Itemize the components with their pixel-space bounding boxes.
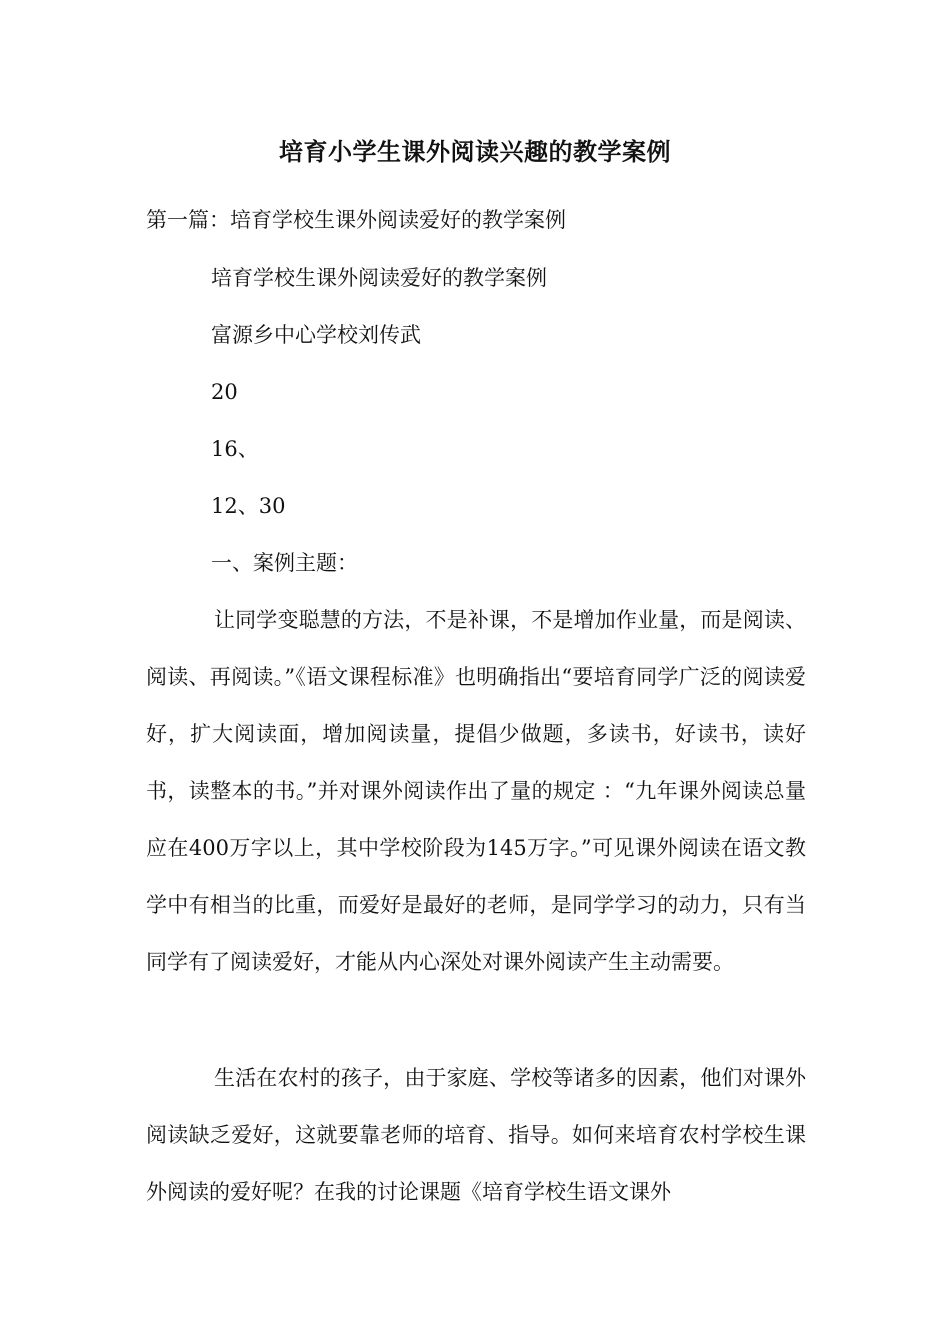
date-part-year-suffix: 16、 — [211, 437, 259, 461]
date-part-month-day: 12、30 — [211, 494, 286, 518]
date-part-year-prefix: 20 — [211, 380, 238, 404]
chapter-heading: 第一篇：培育学校生课外阅读爱好的教学案例 — [146, 208, 566, 232]
body-paragraph: 生活在农村的孩子，由于家庭、学校等诸多的因素，他们对课外阅读缺乏爱好，这就要靠老师的培育、指导。如何来培育农村学校生课外阅读的爱好呢？在我的讨论课题《培育学校生语文课外 — [146, 1066, 806, 1204]
subtitle: 培育学校生课外阅读爱好的教学案例 — [211, 266, 547, 290]
document-title: 培育小学生课外阅读兴趣的教学案例 — [279, 138, 671, 166]
section-heading: 一、案例主题： — [211, 551, 358, 575]
author-line: 富源乡中心学校刘传武 — [211, 323, 421, 347]
body-paragraph: 让同学变聪慧的方法，不是补课，不是增加作业量，而是阅读、阅读、再阅读。”《语文课程标准》也明确指出“要培育同学广泛的阅读爱好，扩大阅读面，增加阅读量，提倡少做题，多读书，好读书，读好书，读整本的书。”并对课外阅读作出了量的规定 ：“九年课外阅读总量应在400万字以上，其中学校阶段为145万字。”可见课外阅读在语文教学中有相当的比重，而爱好是最好的老师，是同学学习的动力，只有当同学有了阅读爱好，才能从内心深处对课外阅读产生主动需要。 — [146, 608, 806, 974]
